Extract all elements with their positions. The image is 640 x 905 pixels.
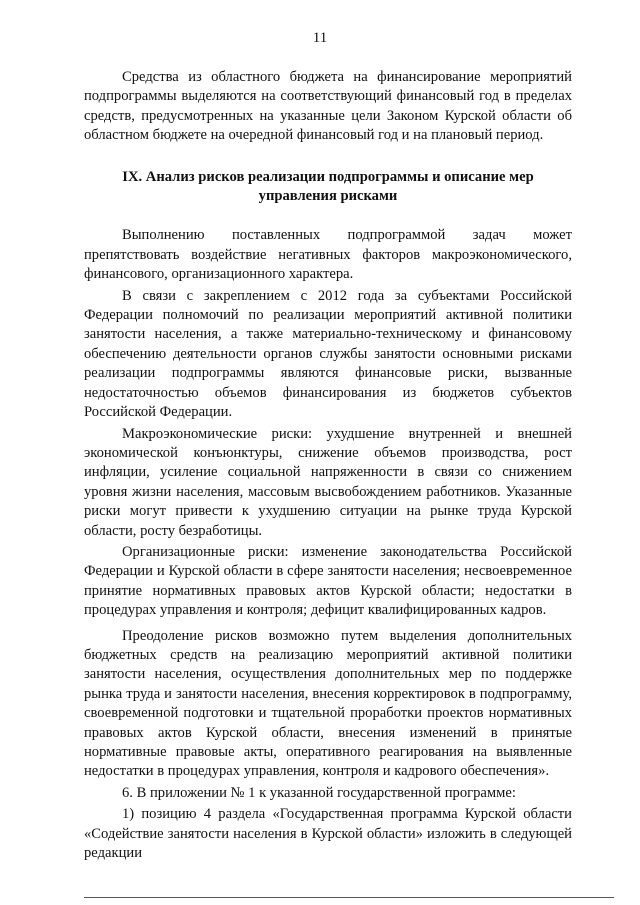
paragraph-financial-risks: В связи с закреплением с 2012 года за субъектами Российской Федерации полномочий по реализации мероприятий активной политики занятости населения, а также материально-техническому и финансовому обеспечению деятельности органов службы занятости основными рисками реализации подпрограммы являются финансовые риски, вызванные недостаточностью объемов финансирования из бюджетов субъектов Российской Федерации. (84, 287, 572, 421)
paragraph-risk-mitigation: Преодоление рисков возможно путем выделения дополнительных бюджетных средств на реализацию мероприятий активной политики занятости населения, осуществления дополнительных мер по поддержке рынка труда и занятости населения, внесения корректировок в подпрограмму, своевременной подготовки и тщательной проработки проектов нормативных правовых актов Курской области, внесения изменений в принятые нормативные правовые акты, оперативного реагирования на выявленные недостатки в процедурах управления, контроля и кадрового обеспечения». (84, 627, 572, 780)
document-body (84, 68, 572, 863)
paragraph-budget-funding: Средства из областного бюджета на финансирование мероприятий подпрограммы выделяются на соответствующий финансовый год в пределах средств, предусмотренных на указанные цели Законом Курской области об областном бюджете на очередной финансовый год и на плановый период. (84, 69, 572, 144)
paragraph-amendment-item: 1) позицию 4 раздела «Государственная программа Курской области «Содействие занятости населения в Курской области» изложить в следующей редакции (84, 806, 572, 862)
paragraph-macroeconomic-risks: Макроэкономические риски: ухудшение внутренней и внешней экономической конъюнктуры, снижение объемов производства, рост инфляции, усиление социальной напряженности в связи со снижением уровня жизни населения, массовым высвобождением работников. Указанные риски могут привести к ухудшению ситуации на рынке труда Курской области, росту безработицы. (84, 425, 572, 539)
footer-rule (84, 897, 614, 898)
paragraph-organizational-risks: Организационные риски: изменение законодательства Российской Федерации и Курской области в сфере занятости населения; несвоевременное принятие нормативных правовых актов Курской области; недостатки в процедурах управления и контроля; дефицит квалифицированных кадров. (84, 543, 572, 619)
page-number: 11 (312, 30, 328, 46)
paragraph-risk-factors: Выполнению поставленных подпрограммой задач может препятствовать воздействие негативных факторов макроэкономического, финансового, организационного характера. (84, 227, 572, 283)
paragraph-amendment-appendix: 6. В приложении № 1 к указанной государственной программе: (122, 784, 516, 801)
section-heading: IX. Анализ рисков реализации подпрограммы и описание мер управления рисками (122, 168, 534, 205)
